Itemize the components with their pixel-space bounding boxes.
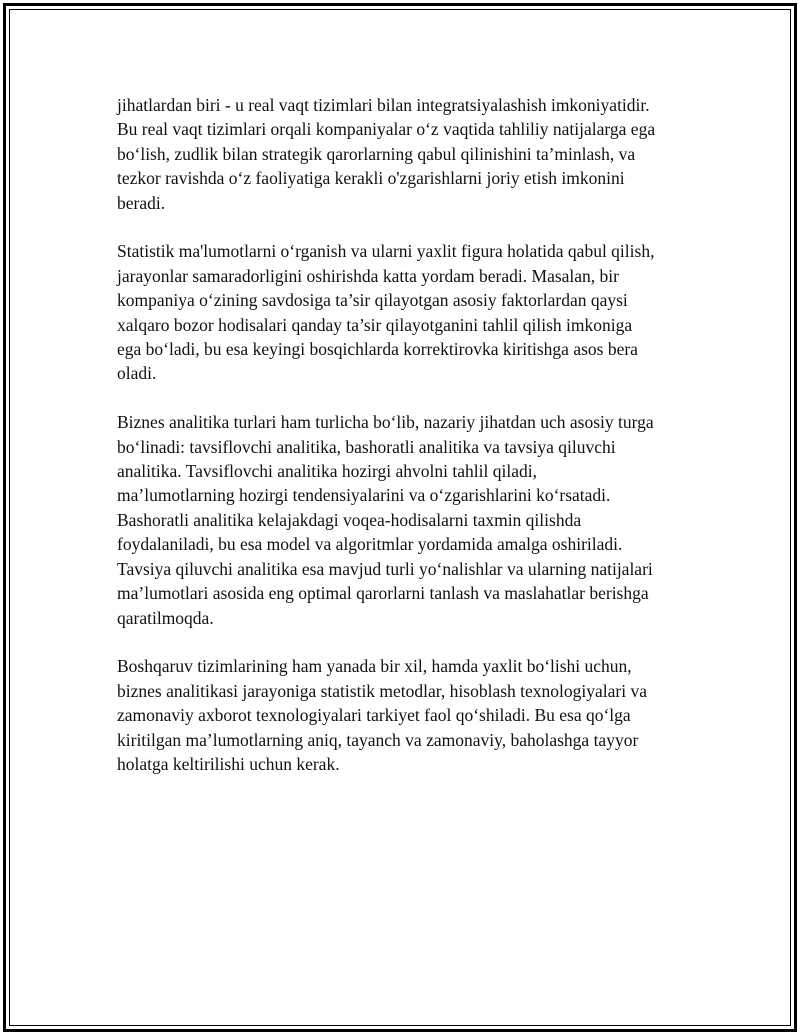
text-line: Statistik ma'lumotlarni o‘rganish va ularni yaxlit figura holatida qabul qilish, [117, 241, 655, 262]
text-line: kiritilgan ma’lumotlarning aniq, tayanch va zamonaviy, baholashga tayyor [117, 729, 639, 750]
text-line: Tavsiya qiluvchi analitika esa mavjud turli yo‘nalishlar va ularning natijalari [117, 558, 653, 579]
text-line: ega bo‘ladi, bu esa keyingi bosqichlarda korrektirovka kiritishga asos bera [117, 339, 638, 360]
paragraph-4 [117, 654, 702, 776]
text-line: ma’lumotlari asosida eng optimal qarorlarni tanlash va maslahatlar berishga [117, 583, 649, 604]
text-line: biznes analitikasi jarayoniga statistik metodlar, hisoblash texnologiyalari va [117, 680, 647, 701]
text-line: ma’lumotlarning hozirgi tendensiyalarini va o‘zgarishlarini ko‘rsatadi. [117, 485, 611, 506]
paragraph-3 [117, 410, 702, 630]
text-line: Biznes analitika turlari ham turlicha bo‘lib, nazariy jihatdan uch asosiy turga [117, 412, 654, 433]
text-line: beradi. [117, 192, 166, 213]
text-line: jarayonlar samaradorligini oshirishda katta yordam beradi. Masalan, bir [117, 265, 619, 286]
paragraph-2 [117, 239, 702, 385]
text-line: Boshqaruv tizimlarining ham yanada bir xil, hamda yaxlit bo‘lishi uchun, [117, 656, 632, 677]
text-line: xalqaro bozor hodisalari qanday ta’sir qilayotganini tahlil qilish imkoniga [117, 314, 633, 335]
paragraph-1 [117, 93, 702, 215]
text-line: holatga keltirilishi uchun kerak. [117, 753, 340, 774]
text-line: Bu real vaqt tizimlari orqali kompaniyalar o‘z vaqtida tahliliy natijalarga ega [117, 119, 656, 140]
text-line: jihatlardan biri - u real vaqt tizimlari bilan integratsiyalashish imkoniyatidir. [117, 95, 650, 115]
text-line: kompaniya o‘zining savdosiga ta’sir qilayotgan asosiy faktorlardan qaysi [117, 290, 628, 311]
text-line: analitika. Tavsiflovchi analitika hozirgi ahvolni tahlil qiladi, [117, 461, 537, 482]
text-line: zamonaviy axborot texnologiyalari tarkiyet faol qo‘shiladi. Bu esa qo‘lga [117, 705, 631, 726]
text-line: tezkor ravishda o‘z faoliyatiga kerakli o'zgarishlarni joriy etish imkonini [117, 168, 625, 189]
text-line: bo‘linadi: tavsiflovchi analitika, bashoratli analitika va tavsiya qiluvchi [117, 436, 616, 457]
text-line: bo‘lish, zudlik bilan strategik qarorlarning qabul qilinishini ta’minlash, va [117, 143, 636, 164]
text-line: Bashoratli analitika kelajakdagi voqea-hodisalarni taxmin qilishda [117, 509, 582, 530]
text-line: oladi. [117, 363, 157, 384]
text-line: foydalaniladi, bu esa model va algoritmlar yordamida amalga oshiriladi. [117, 534, 623, 555]
text-line: qaratilmoqda. [117, 607, 214, 628]
document-body [117, 93, 702, 801]
